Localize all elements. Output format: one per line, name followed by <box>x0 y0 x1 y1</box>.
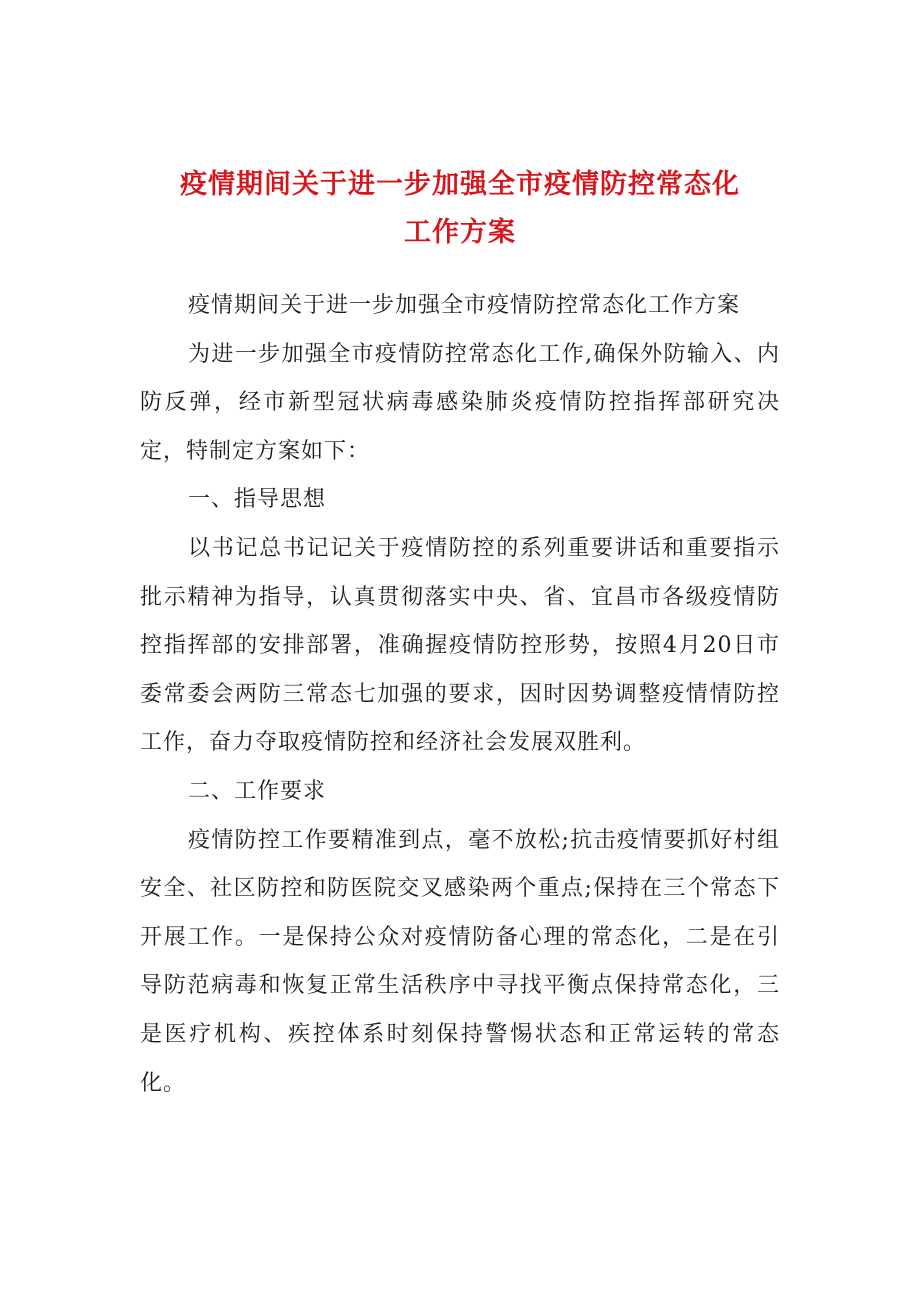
document-title-line-1: 疫情期间关于进一步加强全市疫情防控常态化 <box>180 169 740 200</box>
document-body <box>140 282 780 1108</box>
document-title-line-2: 工作方案 <box>404 217 516 248</box>
paragraph-work-requirements: 疫情防控工作要精准到点，毫不放松;抗击疫情要抓好村组安全、社区防控和防医院交叉感染两个重点;保持在三个常态下开展工作。一是保持公众对疫情防备心理的常态化，二是在引导防范病毒和恢复正常生活秩序中寻找平衡点保持常态化，三是医疗机构、疾控体系时刻保持警惕状态和正常运转的常态化。 <box>140 827 780 1096</box>
section-heading-work-requirements: 二、工作要求 <box>188 778 327 804</box>
paragraph-subtitle: 疫情期间关于进一步加强全市疫情防控常态化工作方案 <box>188 293 741 318</box>
paragraph-guiding-ideology: 以书记总书记记关于疫情防控的系列重要讲话和重要指示批示精神为指导，认真贯彻落实中央、省、宜昌市各级疫情防控指挥部的安排部署，准确握疫情防控形势，按照4月20日市委常委会两防三常态七加强的要求，因时因势调整疫情情防控工作，奋力夺取疫情防控和经济社会发展双胜利。 <box>140 535 780 756</box>
paragraph-intro: 为进一步加强全市疫情防控常态化工作,确保外防输入、内防反弹，经市新型冠状病毒感染肺炎疫情防控指挥部研究决定，特制定方案如下： <box>140 341 780 464</box>
section-heading-guiding-ideology: 一、指导思想 <box>188 487 327 513</box>
